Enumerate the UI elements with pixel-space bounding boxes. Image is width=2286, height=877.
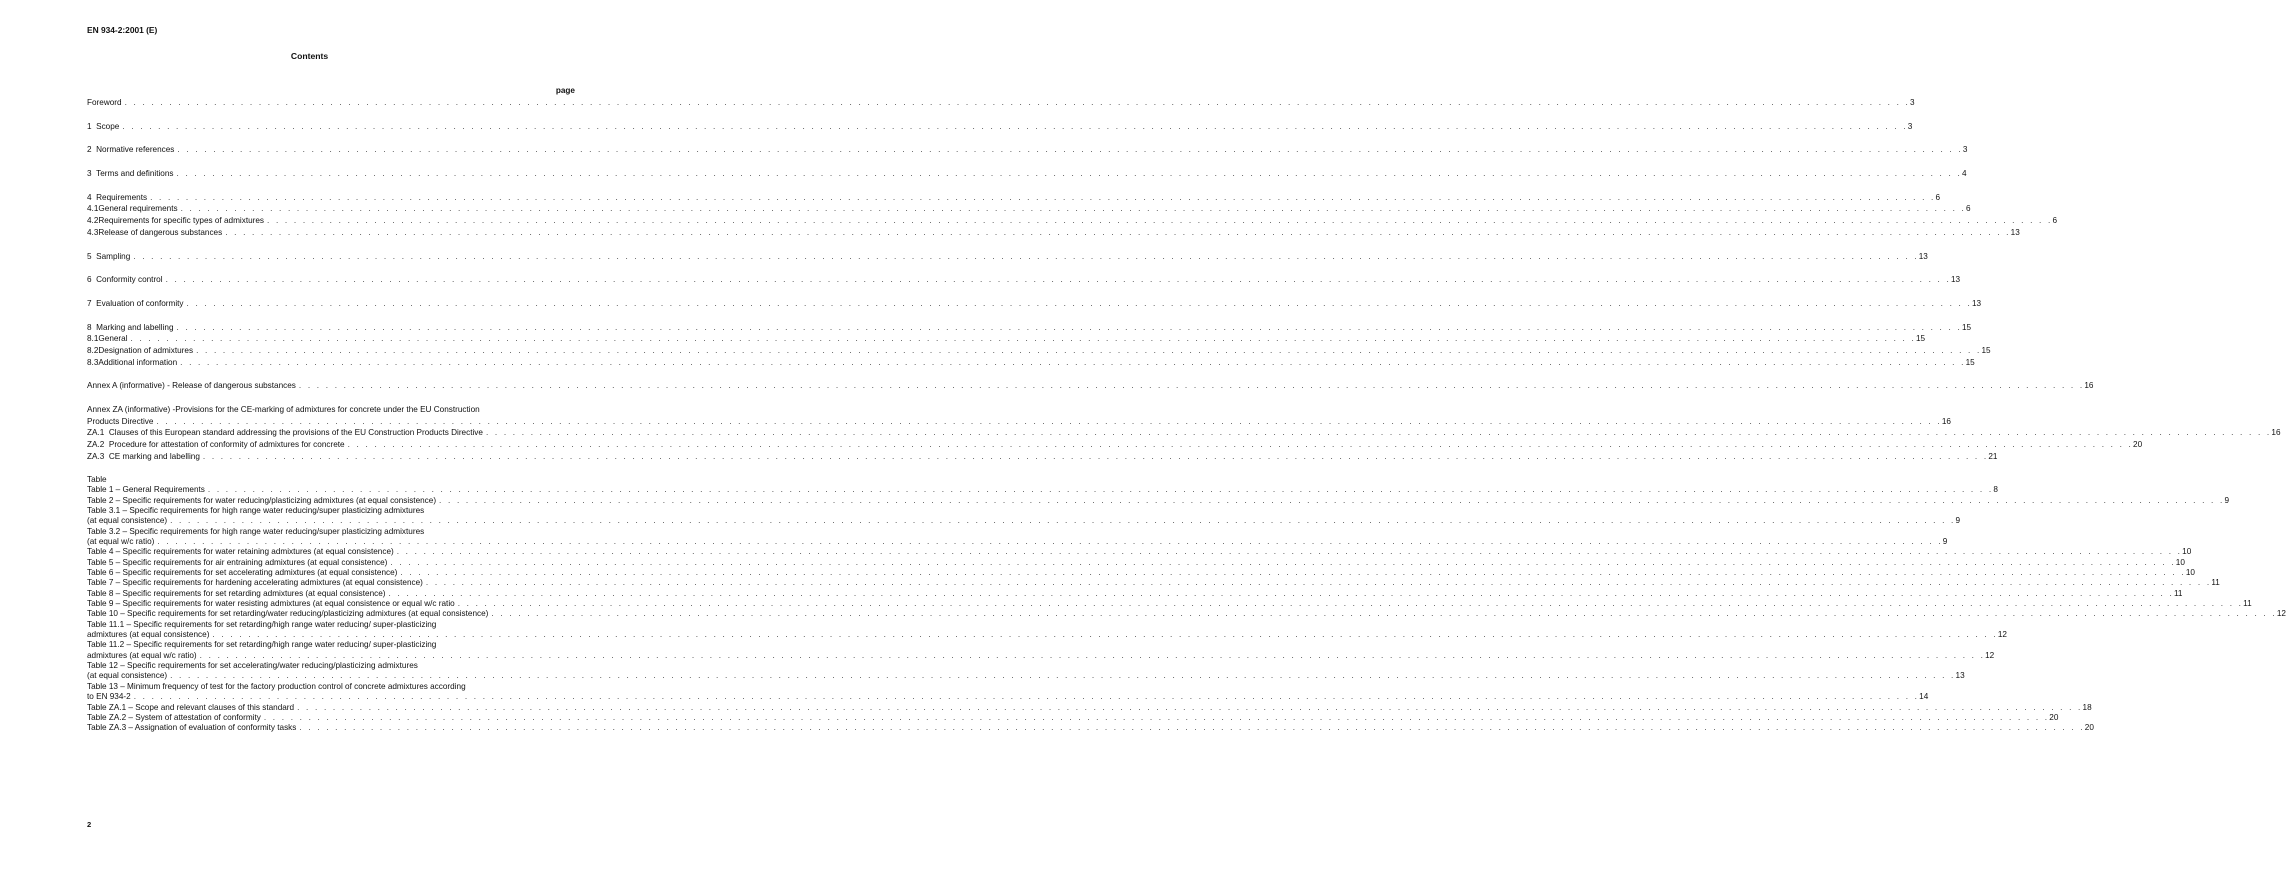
dot-leader: . . . . . . . . . . . . . . . . . . . . . . . . . . . . . . . . . . . . . . . . . . . . . . . . . . . . . . . . . . . . . . . . . . . . . . . . . . . . . . . . . . . . . . . . . . . . . . . . . . . . . . . . . . . . . . . . . . . . . . . . . . . . . . . . . . . . . . . . . . . . . . . . . . . . . . . . . . . . . . . . . . . . . . . . . . . . . . . . . . . . . . . . . . . . . . . . . . . . . . . . bbox=[439, 495, 2225, 505]
toc-entry-title: (at equal consistence) bbox=[87, 671, 168, 681]
toc-entry[interactable] bbox=[87, 485, 1998, 495]
toc-entry-title: Annex ZA (informative) -Provisions for the CE-marking of admixtures for concrete under the EU Construction bbox=[87, 405, 480, 414]
toc-entry-page: 10 bbox=[2182, 547, 2192, 557]
toc-entry-page: 18 bbox=[2082, 702, 2092, 712]
dot-leader: . . . . . . . . . . . . . . . . . . . . . . . . . . . . . . . . . . . . . . . . . . . . . . . . . . . . . . . . . . . . . . . . . . . . . . . . . . . . . . . . . . . . . . . . . . . . . . . . . . . . . . . . . . . . . . . . . . . . . . . . . . . . . . . . . . . . . . . . . . . . . . . . . . . . . . . . . . . . . . . . . . . . . . . . . . . . . . . . . . . . . . . . . . . . . . . . . . . . . . . . bbox=[186, 298, 1972, 308]
toc-spacer bbox=[87, 156, 575, 168]
toc-entry[interactable] bbox=[87, 640, 575, 650]
dot-leader: . . . . . . . . . . . . . . . . . . . . . . . . . . . . . . . . . . . . . . . . . . . . . . . . . . . . . . . . . . . . . . . . . . . . . . . . . . . . . . . . . . . . . . . . . . . . . . . . . . . . . . . . . . . . . . . . . . . . . . . . . . . . . . . . . . . . . . . . . . . . . . . . . . . . . . . . . . . . . . . . . . . . . . . . . . . . . . . . . . . . . . . . . . . . . . . . . . . . . . . . bbox=[176, 322, 1962, 332]
toc-entry-page: 10 bbox=[2185, 568, 2195, 578]
toc-entry-page: 12 bbox=[2276, 609, 2286, 619]
toc-entry-title: Table 2 – Specific requirements for water reducing/plasticizing admixtures (at equal consistence) bbox=[87, 495, 437, 505]
toc-entry[interactable] bbox=[87, 215, 2058, 227]
toc-entry-page: 15 bbox=[1961, 322, 1972, 332]
dot-leader: . . . . . . . . . . . . . . . . . . . . . . . . . . . . . . . . . . . . . . . . . . . . . . . . . . . . . . . . . . . . . . . . . . . . . . . . . . . . . . . . . . . . . . . . . . . . . . . . . . . . . . . . . . . . . . . . . . . . . . . . . . . . . . . . . . . . . . . . . . . . . . . . . . . . . . . . . . . . . . . . . . . . . . . . . . . . . . . . . . . . . . . . . . . . . . . . . . . . . . . . bbox=[124, 98, 1911, 107]
toc-entry[interactable] bbox=[87, 298, 1982, 310]
toc-entry[interactable] bbox=[87, 475, 575, 485]
toc-entry-page: 13 bbox=[1971, 298, 1982, 308]
toc-spacer bbox=[87, 180, 575, 192]
toc-entry-page: 3 bbox=[1962, 145, 1968, 155]
toc-entry[interactable] bbox=[87, 345, 1991, 357]
toc-entry-title: CE marking and labelling bbox=[108, 451, 200, 461]
toc-entry-page: 13 bbox=[1918, 251, 1928, 261]
toc-entry[interactable] bbox=[87, 416, 1951, 428]
toc-entry-page: 13 bbox=[1955, 671, 1965, 681]
dot-leader: . . . . . . . . . . . . . . . . . . . . . . . . . . . . . . . . . . . . . . . . . . . . . . . . . . . . . . . . . . . . . . . . . . . . . . . . . . . . . . . . . . . . . . . . . . . . . . . . . . . . . . . . . . . . . . . . . . . . . . . . . . . . . . . . . . . . . . . . . . . . . . . . . . . . . . . . . . . . . . . . . . . . . . . . . . . . . . . . . . . . . . . . . . . . . . . . . . . . . . . . bbox=[207, 485, 1994, 495]
toc-entry[interactable] bbox=[87, 357, 1975, 369]
toc-entry-page: 9 bbox=[2224, 495, 2230, 505]
toc-entry-page: 14 bbox=[1919, 692, 1929, 702]
toc-entry-page: 4 bbox=[1961, 169, 1967, 179]
toc-entry-title: Table 7 – Specific requirements for hardening accelerating admixtures (at equal consistence) bbox=[87, 578, 423, 588]
toc-entry[interactable] bbox=[87, 557, 2185, 568]
dot-leader: . . . . . . . . . . . . . . . . . . . . . . . . . . . . . . . . . . . . . . . . . . . . . . . . . . . . . . . . . . . . . . . . . . . . . . . . . . . . . . . . . . . . . . . . . . . . . . . . . . . . . . . . . . . . . . . . . . . . . . . . . . . . . . . . . . . . . . . . . . . . . . . . . . . . . . . . . . . . . . . . . . . . . . . . . . . . . . . . . . . . . . . . . . . . . . . . . . . . . . . . bbox=[347, 440, 2134, 450]
toc-entry-number: 4.1 bbox=[87, 204, 99, 214]
document-id: EN 934-2:2001 (E) bbox=[87, 25, 158, 35]
toc-entry[interactable] bbox=[87, 723, 2094, 733]
toc-entry-page: 11 bbox=[2173, 588, 2183, 598]
toc-entry-number: 5 bbox=[87, 251, 92, 261]
toc-entry-number: 2 bbox=[87, 145, 92, 155]
toc-entry-page: 12 bbox=[1985, 650, 1995, 660]
dot-leader: . . . . . . . . . . . . . . . . . . . . . . . . . . . . . . . . . . . . . . . . . . . . . . . . . . . . . . . . . . . . . . . . . . . . . . . . . . . . . . . . . . . . . . . . . . . . . . . . . . . . . . . . . . . . . . . . . . . . . . . . . . . . . . . . . . . . . . . . . . . . . . . . . . . . . . . . . . . . . . . . . . . . . . . . . . . . . . . . . . . . . . . . . . . . . . . . . . . . . . . . bbox=[170, 516, 1956, 526]
toc-entry[interactable] bbox=[87, 144, 1968, 156]
toc-spacer bbox=[87, 462, 575, 475]
dot-leader: . . . . . . . . . . . . . . . . . . . . . . . . . . . . . . . . . . . . . . . . . . . . . . . . . . . . . . . . . . . . . . . . . . . . . . . . . . . . . . . . . . . . . . . . . . . . . . . . . . . . . . . . . . . . . . . . . . . . . . . . . . . . . . . . . . . . . . . . . . . . . . . . . . . . . . . . . . . . . . . . . . . . . . . . . . . . . . . . . . . . . . . . . . . . . . . . . . . . . . . . bbox=[485, 428, 2272, 438]
toc-entry-page: 8 bbox=[1993, 485, 1998, 495]
toc-entry-page: 16 bbox=[1941, 416, 1951, 426]
toc-entry-number: 1 bbox=[87, 121, 92, 131]
toc-entry-number: 6 bbox=[87, 275, 92, 285]
toc-entry-page: 6 bbox=[1966, 204, 1971, 214]
dot-leader: . . . . . . . . . . . . . . . . . . . . . . . . . . . . . . . . . . . . . . . . . . . . . . . . . . . . . . . . . . . . . . . . . . . . . . . . . . . . . . . . . . . . . . . . . . . . . . . . . . . . . . . . . . . . . . . . . . . . . . . . . . . . . . . . . . . . . . . . . . . . . . . . . . . . . . . . . . . . . . . . . . . . . . . . . . . . . . . . . . . . . . . . . . . . . . . . . . . . . . . . bbox=[170, 671, 1956, 681]
toc-entry[interactable] bbox=[87, 620, 575, 630]
toc-spacer bbox=[87, 132, 575, 144]
toc-entry-page: 20 bbox=[2084, 723, 2094, 733]
toc-entry-title: Normative references bbox=[96, 145, 175, 155]
toc-entry-page: 6 bbox=[1935, 192, 1941, 202]
toc-spacer bbox=[87, 262, 575, 274]
toc-entry[interactable] bbox=[87, 712, 2059, 723]
dot-leader: . . . . . . . . . . . . . . . . . . . . . . . . . . . . . . . . . . . . . . . . . . . . . . . . . . . . . . . . . . . . . . . . . . . . . . . . . . . . . . . . . . . . . . . . . . . . . . . . . . . . . . . . . . . . . . . . . . . . . . . . . . . . . . . . . . . . . . . . . . . . . . . . . . . . . . . . . . . . . . . . . . . . . . . . . . . . . . . . . . . . . . . . . . . . . . . . . . . . . . . . bbox=[225, 227, 2011, 237]
toc-spacer bbox=[87, 368, 575, 380]
dot-leader: . . . . . . . . . . . . . . . . . . . . . . . . . . . . . . . . . . . . . . . . . . . . . . . . . . . . . . . . . . . . . . . . . . . . . . . . . . . . . . . . . . . . . . . . . . . . . . . . . . . . . . . . . . . . . . . . . . . . . . . . . . . . . . . . . . . . . . . . . . . . . . . . . . . . . . . . . . . . . . . . . . . . . . . . . . . . . . . . . . . . . . . . . . . . . . . . . . . . . . . . bbox=[150, 192, 1936, 202]
toc-entry-page: 11 bbox=[2211, 578, 2220, 588]
toc-entry[interactable] bbox=[87, 121, 1913, 133]
dot-leader: . . . . . . . . . . . . . . . . . . . . . . . . . . . . . . . . . . . . . . . . . . . . . . . . . . . . . . . . . . . . . . . . . . . . . . . . . . . . . . . . . . . . . . . . . . . . . . . . . . . . . . . . . . . . . . . . . . . . . . . . . . . . . . . . . . . . . . . . . . . . . . . . . . . . . . . . . . . . . . . . . . . . . . . . . . . . . . . . . . . . . . . . . . . . . . . . . . . . . . . . bbox=[165, 275, 1951, 285]
toc-entry[interactable] bbox=[87, 380, 2094, 392]
toc-entry[interactable] bbox=[87, 439, 2143, 451]
toc-entry-title: Marking and labelling bbox=[96, 322, 174, 332]
toc-entry-title: Table 6 – Specific requirements for set accelerating admixtures (at equal consistence) bbox=[87, 568, 398, 578]
toc-entry-title: Conformity control bbox=[96, 275, 163, 285]
toc-entry[interactable] bbox=[87, 274, 1961, 286]
toc-entry-page: 9 bbox=[1955, 516, 1961, 526]
toc-entry-number: 8.3 bbox=[87, 357, 99, 367]
toc-entry[interactable] bbox=[87, 537, 1948, 547]
toc-entry-title: Procedure for attestation of conformity of admixtures for concrete bbox=[108, 440, 345, 450]
toc-entry[interactable] bbox=[87, 192, 1941, 204]
toc-entry-title: Products Directive bbox=[87, 416, 154, 426]
toc-entry[interactable] bbox=[87, 578, 2220, 588]
toc-entry-title: Clauses of this European standard addressing the provisions of the EU Construction Products Directive bbox=[108, 428, 483, 438]
dot-leader: . . . . . . . . . . . . . . . . . . . . . . . . . . . . . . . . . . . . . . . . . . . . . . . . . . . . . . . . . . . . . . . . . . . . . . . . . . . . . . . . . . . . . . . . . . . . . . . . . . . . . . . . . . . . . . . . . . . . . . . . . . . . . . . . . . . . . . . . . . . . . . . . . . . . . . . . . . . . . . . . . . . . . . . . . . . . . . . . . . . . . . . . . . . . . . . . . . . . . . . . bbox=[299, 723, 2085, 733]
dot-leader: . . . . . . . . . . . . . . . . . . . . . . . . . . . . . . . . . . . . . . . . . . . . . . . . . . . . . . . . . . . . . . . . . . . . . . . . . . . . . . . . . . . . . . . . . . . . . . . . . . . . . . . . . . . . . . . . . . . . . . . . . . . . . . . . . . . . . . . . . . . . . . . . . . . . . . . . . . . . . . . . . . . . . . . . . . . . . . . . . . . . . . . . . . . . . . . . . . . . . . . . bbox=[298, 381, 2085, 391]
toc-entry-number: 4.2 bbox=[87, 216, 99, 226]
dot-leader: . . . . . . . . . . . . . . . . . . . . . . . . . . . . . . . . . . . . . . . . . . . . . . . . . . . . . . . . . . . . . . . . . . . . . . . . . . . . . . . . . . . . . . . . . . . . . . . . . . . . . . . . . . . . . . . . . . . . . . . . . . . . . . . . . . . . . . . . . . . . . . . . . . . . . . . . . . . . . . . . . . . . . . . . . . . . . . . . . . . . . . . . . . . . . . . . . . . . . . . . bbox=[390, 557, 2176, 567]
toc-entry-number: 4.3 bbox=[87, 227, 99, 237]
dot-leader: . . . . . . . . . . . . . . . . . . . . . . . . . . . . . . . . . . . . . . . . . . . . . . . . . . . . . . . . . . . . . . . . . . . . . . . . . . . . . . . . . . . . . . . . . . . . . . . . . . . . . . . . . . . . . . . . . . . . . . . . . . . . . . . . . . . . . . . . . . . . . . . . . . . . . . . . . . . . . . . . . . . . . . . . . . . . . . . . . . . . . . . . . . . . . . . . . . . . . . . . bbox=[199, 650, 1986, 660]
toc-entry-title: Table 8 – Specific requirements for set retarding admixtures (at equal consistence) bbox=[87, 588, 386, 598]
toc-entry[interactable] bbox=[87, 322, 1972, 334]
toc-entry-title: Terms and definitions bbox=[96, 169, 174, 179]
toc-entry-title: Table 11.1 – Specific requirements for set retarding/high range water reducing/ super-plasticizing bbox=[87, 619, 437, 629]
toc-entry-title: (at equal consistence) bbox=[87, 516, 168, 526]
toc-entry-title: Table bbox=[87, 474, 107, 484]
toc-entry-title: Table 12 – Specific requirements for set accelerating/water reducing/plasticizing admixtures bbox=[87, 661, 418, 671]
toc-entry-page: 9 bbox=[1942, 537, 1948, 546]
toc-entry-title: Annex A (informative) - Release of dangerous substances bbox=[87, 381, 296, 391]
toc-entry-title: Table 13 – Minimum frequency of test for the factory production control of concrete admixtures according bbox=[87, 681, 466, 691]
dot-leader: . . . . . . . . . . . . . . . . . . . . . . . . . . . . . . . . . . . . . . . . . . . . . . . . . . . . . . . . . . . . . . . . . . . . . . . . . . . . . . . . . . . . . . . . . . . . . . . . . . . . . . . . . . . . . . . . . . . . . . . . . . . . . . . . . . . . . . . . . . . . . . . . . . . . . . . . . . . . . . . . . . . . . . . . . . . . . . . . . . . . . . . . . . . . . . . . . . . . . . . . bbox=[457, 599, 2244, 609]
toc-entry[interactable] bbox=[87, 506, 575, 516]
toc-entry[interactable] bbox=[87, 588, 2183, 599]
table-of-contents bbox=[87, 97, 2286, 734]
toc-entry-title: Table 3.2 – Specific requirements for high range water reducing/super plasticizing admixtures bbox=[87, 526, 425, 536]
toc-entry[interactable] bbox=[87, 568, 2195, 578]
toc-entry[interactable] bbox=[87, 427, 2281, 439]
toc-entry-page: 6 bbox=[2052, 216, 2058, 226]
toc-entry-number: ZA.1 bbox=[87, 428, 105, 438]
toc-spacer bbox=[87, 286, 575, 298]
toc-entry-title: Requirements bbox=[96, 192, 148, 202]
toc-entry-title: Scope bbox=[96, 121, 120, 131]
dot-leader: . . . . . . . . . . . . . . . . . . . . . . . . . . . . . . . . . . . . . . . . . . . . . . . . . . . . . . . . . . . . . . . . . . . . . . . . . . . . . . . . . . . . . . . . . . . . . . . . . . . . . . . . . . . . . . . . . . . . . . . . . . . . . . . . . . . . . . . . . . . . . . . . . . . . . . . . . . . . . . . . . . . . . . . . . . . . . . . . . . . . . . . . . . . . . . . . . . . . . . . . bbox=[180, 357, 1966, 367]
dot-leader: . . . . . . . . . . . . . . . . . . . . . . . . . . . . . . . . . . . . . . . . . . . . . . . . . . . . . . . . . . . . . . . . . . . . . . . . . . . . . . . . . . . . . . . . . . . . . . . . . . . . . . . . . . . . . . . . . . . . . . . . . . . . . . . . . . . . . . . . . . . . . . . . . . . . . . . . . . . . . . . . . . . . . . . . . . . . . . . . . . . . . . . . . . . . . . . . . . . . . . . . bbox=[180, 204, 1967, 214]
toc-entry-title: Table 11.2 – Specific requirements for set retarding/high range water reducing/ super-plasticizing bbox=[87, 640, 437, 650]
toc-entry[interactable] bbox=[87, 650, 1995, 661]
toc-entry-title: (at equal w/c ratio) bbox=[87, 537, 155, 546]
dot-leader: . . . . . . . . . . . . . . . . . . . . . . . . . . . . . . . . . . . . . . . . . . . . . . . . . . . . . . . . . . . . . . . . . . . . . . . . . . . . . . . . . . . . . . . . . . . . . . . . . . . . . . . . . . . . . . . . . . . . . . . . . . . . . . . . . . . . . . . . . . . . . . . . . . . . . . . . . . . . . . . . . . . . . . . . . . . . . . . . . . . . . . . . . . . . . . . . . . . . . . . . bbox=[133, 692, 1920, 702]
toc-entry[interactable] bbox=[87, 671, 1965, 681]
toc-entry-title: General bbox=[98, 334, 128, 344]
toc-entry-number: 8 bbox=[87, 322, 92, 332]
toc-entry-title: admixtures (at equal w/c ratio) bbox=[87, 650, 197, 660]
dot-leader: . . . . . . . . . . . . . . . . . . . . . . . . . . . . . . . . . . . . . . . . . . . . . . . . . . . . . . . . . . . . . . . . . . . . . . . . . . . . . . . . . . . . . . . . . . . . . . . . . . . . . . . . . . . . . . . . . . . . . . . . . . . . . . . . . . . . . . . . . . . . . . . . . . . . . . . . . . . . . . . . . . . . . . . . . . . . . . . . . . . . . . . . . . . . . . . . . . . . . . . . bbox=[122, 121, 1908, 131]
dot-leader: . . . . . . . . . . . . . . . . . . . . . . . . . . . . . . . . . . . . . . . . . . . . . . . . . . . . . . . . . . . . . . . . . . . . . . . . . . . . . . . . . . . . . . . . . . . . . . . . . . . . . . . . . . . . . . . . . . . . . . . . . . . . . . . . . . . . . . . . . . . . . . . . . . . . . . . . . . . . . . . . . . . . . . . . . . . . . . . . . . . . . . . . . . . . . . . . . . . . . . . . bbox=[491, 609, 2277, 619]
dot-leader: . . . . . . . . . . . . . . . . . . . . . . . . . . . . . . . . . . . . . . . . . . . . . . . . . . . . . . . . . . . . . . . . . . . . . . . . . . . . . . . . . . . . . . . . . . . . . . . . . . . . . . . . . . . . . . . . . . . . . . . . . . . . . . . . . . . . . . . . . . . . . . . . . . . . . . . . . . . . . . . . . . . . . . . . . . . . . . . . . . . . . . . . . . . . . . . . . . . . . . . . bbox=[196, 345, 1982, 355]
toc-spacer bbox=[87, 310, 575, 322]
toc-entry-title: admixtures (at equal consistence) bbox=[87, 630, 210, 640]
toc-entry-title: Table ZA.2 – System of attestation of conformity bbox=[87, 712, 261, 722]
toc-entry[interactable] bbox=[87, 516, 1961, 526]
toc-entry[interactable] bbox=[87, 97, 1915, 109]
toc-entry[interactable] bbox=[87, 227, 2020, 239]
toc-entry[interactable] bbox=[87, 495, 2230, 506]
toc-entry[interactable] bbox=[87, 599, 2252, 609]
toc-entry-title: Table ZA.1 – Scope and relevant clauses of this standard bbox=[87, 702, 295, 712]
toc-entry-title: Evaluation of conformity bbox=[96, 298, 184, 308]
toc-entry-number: ZA.3 bbox=[87, 451, 105, 461]
dot-leader: . . . . . . . . . . . . . . . . . . . . . . . . . . . . . . . . . . . . . . . . . . . . . . . . . . . . . . . . . . . . . . . . . . . . . . . . . . . . . . . . . . . . . . . . . . . . . . . . . . . . . . . . . . . . . . . . . . . . . . . . . . . . . . . . . . . . . . . . . . . . . . . . . . . . . . . . . . . . . . . . . . . . . . . . . . . . . . . . . . . . . . . . . . . . . . . . . . . . . . . . bbox=[156, 416, 1942, 426]
dot-leader: . . . . . . . . . . . . . . . . . . . . . . . . . . . . . . . . . . . . . . . . . . . . . . . . . . . . . . . . . . . . . . . . . . . . . . . . . . . . . . . . . . . . . . . . . . . . . . . . . . . . . . . . . . . . . . . . . . . . . . . . . . . . . . . . . . . . . . . . . . . . . . . . . . . . . . . . . . . . . . . . . . . . . . . . . . . . . . . . . . . . . . . . . . . . . . . . . . . . . . . . bbox=[176, 169, 1962, 179]
toc-spacer bbox=[87, 109, 575, 121]
dot-leader: . . . . . . . . . . . . . . . . . . . . . . . . . . . . . . . . . . . . . . . . . . . . . . . . . . . . . . . . . . . . . . . . . . . . . . . . . . . . . . . . . . . . . . . . . . . . . . . . . . . . . . . . . . . . . . . . . . . . . . . . . . . . . . . . . . . . . . . . . . . . . . . . . . . . . . . . . . . . . . . . . . . . . . . . . . . . . . . . . . . . . . . . . . . . . . . . . . . . . . . . bbox=[388, 588, 2174, 598]
toc-entry-page: 20 bbox=[2049, 712, 2059, 722]
toc-entry[interactable] bbox=[87, 451, 1998, 463]
toc-entry-title: Table 3.1 – Specific requirements for high range water reducing/super plasticizing admixtures bbox=[87, 505, 425, 515]
toc-entry-title: Foreword bbox=[87, 98, 122, 107]
toc-entry-page: 13 bbox=[1951, 275, 1961, 285]
toc-entry[interactable] bbox=[87, 168, 1967, 180]
toc-entry-page: 13 bbox=[2010, 227, 2020, 237]
toc-entry-page: 11 bbox=[2243, 599, 2252, 609]
toc-entry[interactable] bbox=[87, 547, 2192, 557]
toc-entry-page: 16 bbox=[2084, 381, 2094, 391]
toc-entry-page: 21 bbox=[1988, 451, 1998, 461]
dot-leader: . . . . . . . . . . . . . . . . . . . . . . . . . . . . . . . . . . . . . . . . . . . . . . . . . . . . . . . . . . . . . . . . . . . . . . . . . . . . . . . . . . . . . . . . . . . . . . . . . . . . . . . . . . . . . . . . . . . . . . . . . . . . . . . . . . . . . . . . . . . . . . . . . . . . . . . . . . . . . . . . . . . . . . . . . . . . . . . . . . . . . . . . . . . . . . . . . . . . . . . . bbox=[263, 712, 2050, 722]
toc-entry-title: Requirements for specific types of admixtures bbox=[98, 216, 265, 226]
toc-entry[interactable] bbox=[87, 404, 575, 416]
toc-entry[interactable] bbox=[87, 609, 2286, 619]
toc-entry-title: Table ZA.3 – Assignation of evaluation of conformity tasks bbox=[87, 723, 297, 733]
dot-leader: . . . . . . . . . . . . . . . . . . . . . . . . . . . . . . . . . . . . . . . . . . . . . . . . . . . . . . . . . . . . . . . . . . . . . . . . . . . . . . . . . . . . . . . . . . . . . . . . . . . . . . . . . . . . . . . . . . . . . . . . . . . . . . . . . . . . . . . . . . . . . . . . . . . . . . . . . . . . . . . . . . . . . . . . . . . . . . . . . . . . . . . . . . . . . . . . . . . . . . . . bbox=[133, 251, 1919, 261]
toc-entry-title: Table 5 – Specific requirements for air entraining admixtures (at equal consistence) bbox=[87, 557, 388, 567]
page-number: 2 bbox=[87, 820, 92, 829]
toc-entry-page: 15 bbox=[1981, 345, 1991, 355]
toc-entry-title: to EN 934-2 bbox=[87, 692, 131, 702]
toc-spacer bbox=[87, 392, 575, 404]
page-title: Contents bbox=[290, 51, 329, 61]
page-column-label: page bbox=[555, 86, 575, 95]
toc-entry-title: Designation of admixtures bbox=[98, 345, 194, 355]
toc-spacer bbox=[87, 239, 575, 251]
toc-entry-title: Release of dangerous substances bbox=[98, 227, 223, 237]
toc-entry-title: Additional information bbox=[98, 357, 178, 367]
toc-entry-page: 10 bbox=[2175, 557, 2185, 567]
toc-entry-title: Sampling bbox=[96, 251, 131, 261]
toc-entry-title: General requirements bbox=[98, 204, 178, 214]
toc-entry[interactable] bbox=[87, 661, 575, 671]
dot-leader: . . . . . . . . . . . . . . . . . . . . . . . . . . . . . . . . . . . . . . . . . . . . . . . . . . . . . . . . . . . . . . . . . . . . . . . . . . . . . . . . . . . . . . . . . . . . . . . . . . . . . . . . . . . . . . . . . . . . . . . . . . . . . . . . . . . . . . . . . . . . . . . . . . . . . . . . . . . . . . . . . . . . . . . . . . . . . . . . . . . . . . . . . . . . . . . . . . . . . . . . bbox=[157, 537, 1943, 546]
toc-entry-page: 16 bbox=[2271, 428, 2281, 438]
toc-entry[interactable] bbox=[87, 203, 1971, 215]
toc-entry-number: 4 bbox=[87, 192, 92, 202]
toc-entry-title: Table 9 – Specific requirements for water resisting admixtures (at equal consistence or equal w/c ratio bbox=[87, 599, 455, 609]
toc-entry-number: 7 bbox=[87, 298, 92, 308]
toc-entry[interactable] bbox=[87, 682, 575, 692]
toc-entry-number: 3 bbox=[87, 169, 92, 179]
dot-leader: . . . . . . . . . . . . . . . . . . . . . . . . . . . . . . . . . . . . . . . . . . . . . . . . . . . . . . . . . . . . . . . . . . . . . . . . . . . . . . . . . . . . . . . . . . . . . . . . . . . . . . . . . . . . . . . . . . . . . . . . . . . . . . . . . . . . . . . . . . . . . . . . . . . . . . . . . . . . . . . . . . . . . . . . . . . . . . . . . . . . . . . . . . . . . . . . . . . . . . . . bbox=[130, 334, 1916, 344]
toc-entry-page: 3 bbox=[1910, 98, 1915, 107]
toc-entry-title: Table 1 – General Requirements bbox=[87, 485, 205, 495]
toc-entry-number: ZA.2 bbox=[87, 440, 105, 450]
toc-entry-page: 20 bbox=[2133, 440, 2143, 450]
dot-leader: . . . . . . . . . . . . . . . . . . . . . . . . . . . . . . . . . . . . . . . . . . . . . . . . . . . . . . . . . . . . . . . . . . . . . . . . . . . . . . . . . . . . . . . . . . . . . . . . . . . . . . . . . . . . . . . . . . . . . . . . . . . . . . . . . . . . . . . . . . . . . . . . . . . . . . . . . . . . . . . . . . . . . . . . . . . . . . . . . . . . . . . . . . . . . . . . . . . . . . . . bbox=[297, 702, 2083, 712]
toc-entry-page: 15 bbox=[1965, 357, 1975, 367]
dot-leader: . . . . . . . . . . . . . . . . . . . . . . . . . . . . . . . . . . . . . . . . . . . . . . . . . . . . . . . . . . . . . . . . . . . . . . . . . . . . . . . . . . . . . . . . . . . . . . . . . . . . . . . . . . . . . . . . . . . . . . . . . . . . . . . . . . . . . . . . . . . . . . . . . . . . . . . . . . . . . . . . . . . . . . . . . . . . . . . . . . . . . . . . . . . . . . . . . . . . . . . . bbox=[212, 630, 1998, 640]
toc-entry[interactable] bbox=[87, 702, 2092, 713]
toc-entry-page: 15 bbox=[1915, 334, 1926, 344]
toc-entry-page: 3 bbox=[1907, 121, 1913, 131]
toc-entry[interactable] bbox=[87, 251, 1928, 263]
toc-entry[interactable] bbox=[87, 333, 1926, 345]
toc-entry-title: Table 10 – Specific requirements for set retarding/water reducing/plasticizing admixtures (at equal consistence) bbox=[87, 609, 489, 619]
dot-leader: . . . . . . . . . . . . . . . . . . . . . . . . . . . . . . . . . . . . . . . . . . . . . . . . . . . . . . . . . . . . . . . . . . . . . . . . . . . . . . . . . . . . . . . . . . . . . . . . . . . . . . . . . . . . . . . . . . . . . . . . . . . . . . . . . . . . . . . . . . . . . . . . . . . . . . . . . . . . . . . . . . . . . . . . . . . . . . . . . . . . . . . . . . . . . . . . . . . . . . . . bbox=[425, 578, 2212, 588]
toc-entry[interactable] bbox=[87, 630, 2007, 640]
dot-leader: . . . . . . . . . . . . . . . . . . . . . . . . . . . . . . . . . . . . . . . . . . . . . . . . . . . . . . . . . . . . . . . . . . . . . . . . . . . . . . . . . . . . . . . . . . . . . . . . . . . . . . . . . . . . . . . . . . . . . . . . . . . . . . . . . . . . . . . . . . . . . . . . . . . . . . . . . . . . . . . . . . . . . . . . . . . . . . . . . . . . . . . . . . . . . . . . . . . . . . . . bbox=[396, 547, 2183, 557]
toc-entry[interactable] bbox=[87, 692, 1929, 702]
dot-leader: . . . . . . . . . . . . . . . . . . . . . . . . . . . . . . . . . . . . . . . . . . . . . . . . . . . . . . . . . . . . . . . . . . . . . . . . . . . . . . . . . . . . . . . . . . . . . . . . . . . . . . . . . . . . . . . . . . . . . . . . . . . . . . . . . . . . . . . . . . . . . . . . . . . . . . . . . . . . . . . . . . . . . . . . . . . . . . . . . . . . . . . . . . . . . . . . . . . . . . . . bbox=[267, 216, 2053, 226]
dot-leader: . . . . . . . . . . . . . . . . . . . . . . . . . . . . . . . . . . . . . . . . . . . . . . . . . . . . . . . . . . . . . . . . . . . . . . . . . . . . . . . . . . . . . . . . . . . . . . . . . . . . . . . . . . . . . . . . . . . . . . . . . . . . . . . . . . . . . . . . . . . . . . . . . . . . . . . . . . . . . . . . . . . . . . . . . . . . . . . . . . . . . . . . . . . . . . . . . . . . . . . . bbox=[177, 145, 1963, 155]
toc-entry-page: 12 bbox=[1997, 630, 2007, 640]
toc-entry[interactable] bbox=[87, 527, 575, 537]
dot-leader: . . . . . . . . . . . . . . . . . . . . . . . . . . . . . . . . . . . . . . . . . . . . . . . . . . . . . . . . . . . . . . . . . . . . . . . . . . . . . . . . . . . . . . . . . . . . . . . . . . . . . . . . . . . . . . . . . . . . . . . . . . . . . . . . . . . . . . . . . . . . . . . . . . . . . . . . . . . . . . . . . . . . . . . . . . . . . . . . . . . . . . . . . . . . . . . . . . . . . . . . bbox=[400, 568, 2186, 578]
toc-entry-number: 8.1 bbox=[87, 334, 99, 344]
dot-leader: . . . . . . . . . . . . . . . . . . . . . . . . . . . . . . . . . . . . . . . . . . . . . . . . . . . . . . . . . . . . . . . . . . . . . . . . . . . . . . . . . . . . . . . . . . . . . . . . . . . . . . . . . . . . . . . . . . . . . . . . . . . . . . . . . . . . . . . . . . . . . . . . . . . . . . . . . . . . . . . . . . . . . . . . . . . . . . . . . . . . . . . . . . . . . . . . . . . . . . . . bbox=[202, 451, 1989, 461]
toc-entry-title: Table 4 – Specific requirements for water retaining admixtures (at equal consistence) bbox=[87, 547, 394, 557]
toc-entry-number: 8.2 bbox=[87, 345, 99, 355]
